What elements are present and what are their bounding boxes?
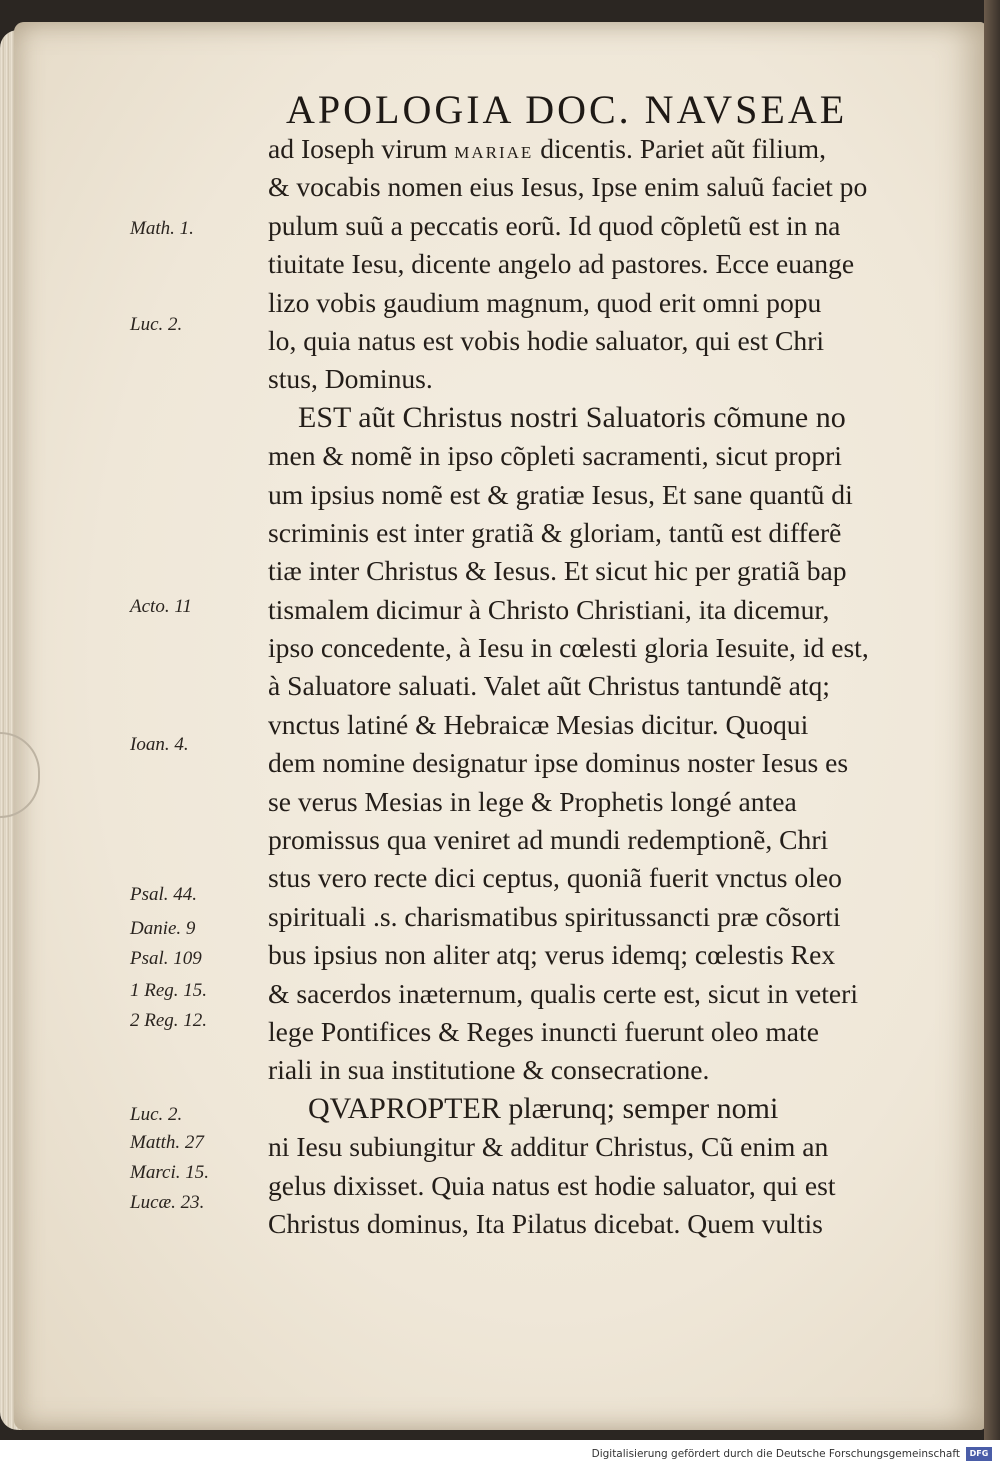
text-line: lizo vobis gaudium magnum, quod erit omni popu xyxy=(268,286,822,318)
text-line: riali in sua institutione & consecratione. xyxy=(268,1054,710,1086)
running-title: APOLOGIA DOC. NAVSEAE xyxy=(286,87,848,132)
text-line: promissus qua veniret ad mundi redemptionẽ, Chri xyxy=(268,824,829,856)
binding-shadow xyxy=(984,0,1000,1440)
marginal-note: Psal. 109 xyxy=(130,948,202,969)
text-line: & vocabis nomen eius Iesus, Ipse enim saluũ faciet po xyxy=(268,171,868,203)
marginal-note: Acto. 11 xyxy=(130,596,192,617)
text-line: gelus dixisset. Quia natus est hodie saluator, qui est xyxy=(268,1169,836,1201)
marginal-note: Marci. 15. xyxy=(130,1162,209,1183)
text-line: ad Ioseph virum MARIAE dicentis. Pariet aũt filium, xyxy=(268,133,827,164)
marginal-note: Psal. 44. xyxy=(130,884,198,905)
text-line: vnctus latiné & Hebraicæ Mesias dicitur. Quoqui xyxy=(268,708,809,740)
text-line: pulum suũ a peccatis eorũ. Id quod cõpletũ est in na xyxy=(268,209,841,241)
footer-bar xyxy=(0,1440,1000,1471)
text-line: & sacerdos inæternum, qualis certe est, sicut in veteri xyxy=(268,977,859,1009)
text-line: se verus Mesias in lege & Prophetis longé antea xyxy=(268,785,797,817)
text-line: men & nomẽ in ipso cõpleti sacramenti, sicut propri xyxy=(268,440,842,472)
dfg-logo-icon: DFG xyxy=(966,1447,992,1461)
marginal-note: Matth. 27 xyxy=(130,1132,204,1153)
text-line: tiæ inter Christus & Iesus. Et sicut hic per gratiã bap xyxy=(268,555,847,587)
text-line: lege Pontifices & Reges inuncti fuerunt oleo mate xyxy=(268,1015,819,1047)
text-line: à Saluatore saluati. Valet aũt Christus tantundẽ atq; xyxy=(268,670,830,702)
text-line: tismalem dicimur à Christo Christiani, ita dicemur, xyxy=(268,593,830,625)
text-line: spirituali .s. charismatibus spiritussancti præ cõsorti xyxy=(268,900,841,932)
text-line: Christus dominus, Ita Pilatus dicebat. Quem vultis xyxy=(268,1207,823,1239)
text-line: ni Iesu subiungitur & additur Christus, Cũ enim an xyxy=(268,1131,829,1163)
text-line: dem nomine designatur ipse dominus noster Iesus es xyxy=(268,747,849,779)
text-line: ipso concedente, à Iesu in cœlesti gloria Iesuite, id est, xyxy=(268,632,869,664)
marginal-note: Luc. 2. xyxy=(130,1104,183,1125)
text-line: stus vero recte dici ceptus, quoniã fuerit vnctus oleo xyxy=(268,862,842,894)
marginal-note: Luc. 2. xyxy=(130,314,183,335)
text-line: um ipsius nomẽ est & gratiæ Iesus, Et sane quantũ di xyxy=(268,478,853,510)
text-line: tiuitate Iesu, dicente angelo ad pastores. Ecce euange xyxy=(268,248,855,280)
marginal-note: Lucæ. 23. xyxy=(130,1192,205,1213)
marginal-note: Math. 1. xyxy=(130,218,194,239)
marginal-note: Ioan. 4. xyxy=(130,734,189,755)
funding-credit: Digitalisierung gefördert durch die Deutsche Forschungsgemeinschaft xyxy=(591,1448,960,1460)
paragraph-start: QVAPROPTER plærunq; semper nomi xyxy=(308,1091,779,1125)
marginal-note: 2 Reg. 12. xyxy=(130,1010,208,1031)
marginal-note: 1 Reg. 15. xyxy=(130,980,208,1001)
text-line: lo, quia natus est vobis hodie saluator, qui est Chri xyxy=(268,324,825,356)
marginal-note: Danie. 9 xyxy=(130,918,196,939)
text-line: stus, Dominus. xyxy=(268,363,433,395)
paragraph-start: EST aũt Christus nostri Saluatoris cõmune no xyxy=(298,400,846,434)
text-line: bus ipsius non aliter atq; verus idemq; cœlestis Rex xyxy=(268,939,836,971)
main-text xyxy=(268,130,940,1243)
text-line: scriminis est inter gratiã & gloriam, tantũ est differẽ xyxy=(268,516,842,548)
small-caps-name: MARIAE xyxy=(454,143,534,162)
